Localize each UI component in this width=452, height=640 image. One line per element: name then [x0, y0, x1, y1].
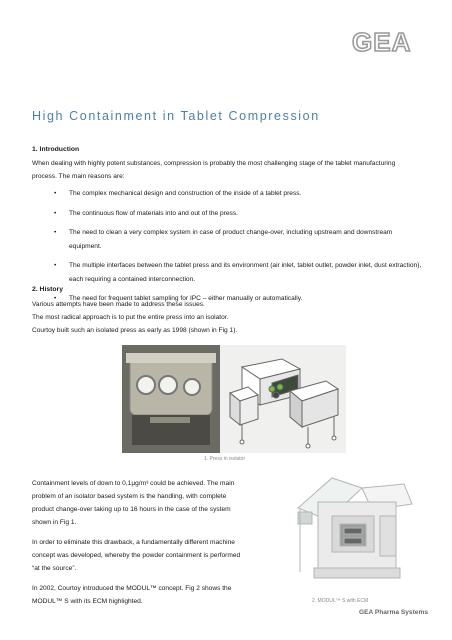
- list-item: • The multiple interfaces between the tablet press and its environment (air inlet, tablet outlet, powder inlet, dust extraction), each requiring a contained interconnection.: [32, 259, 422, 286]
- logo-text: GEA: [352, 28, 412, 54]
- gea-logo: [350, 28, 430, 54]
- body-p3-line-2: MODUL™ S with its ECM highlighted.: [32, 598, 143, 605]
- section-heading-history: 2. History: [32, 286, 63, 293]
- page-title: High Containment in Tablet Compression: [32, 109, 320, 123]
- figure-1-illustration: [122, 345, 346, 453]
- body-p1-line-2: problem of an isolator based system is the handling, with complete: [32, 493, 227, 500]
- list-item: • The need for frequent tablet sampling for IPC – either manually or automatically.: [32, 292, 422, 306]
- figure-2-caption: 2. MODUL™ S with ECM: [312, 598, 369, 604]
- list-item: • The complex mechanical design and construction of the inside of a tablet press.: [32, 187, 422, 201]
- footer-company: GEA Pharma Systems: [358, 609, 428, 616]
- body-p2-line-1: In order to eliminate this drawback, a fundamentally different machine: [32, 539, 235, 546]
- history-line-3: Courtoy built such an isolated press as early as 1998 (shown in Fig 1).: [32, 327, 238, 334]
- body-p1-line-3: product change-over taking up to 16 hours in the case of the system: [32, 506, 231, 513]
- reasons-list: [32, 187, 422, 312]
- section-heading-introduction: 1. Introduction: [32, 146, 80, 153]
- history-line-2: The most radical approach is to put the entire press into an isolator.: [32, 314, 229, 321]
- body-p1-line-1: Containment levels of down to 0,1µg/m³ could be achieved. The main: [32, 480, 235, 487]
- intro-line-1: When dealing with highly potent substances, compression is probably the most challenging stage of the tablet manufacturing: [32, 160, 396, 167]
- body-p3-line-1: In 2002, Courtoy introduced the MODUL™ concept. Fig 2 shows the: [32, 585, 232, 592]
- intro-line-2: process. The main reasons are:: [32, 173, 125, 180]
- body-p2-line-2: concept was developed, whereby the powder containment is performed: [32, 552, 241, 559]
- list-item: • The need to clean a very complex system in case of product change-over, including upstream and downstream equipment.: [32, 226, 422, 253]
- body-p1-line-4: shown in Fig 1.: [32, 519, 77, 526]
- body-p2-line-3: “at the source”.: [32, 565, 77, 572]
- figure-1-caption: 1. Press in isolator: [204, 456, 246, 462]
- history-line-1: Various attempts have been made to address these issues.: [32, 301, 205, 308]
- list-item: • The continuous flow of materials into and out of the press.: [32, 207, 422, 221]
- figure-2-modul-s-machine: [292, 468, 422, 586]
- figure-1-press-in-isolator: [122, 345, 346, 453]
